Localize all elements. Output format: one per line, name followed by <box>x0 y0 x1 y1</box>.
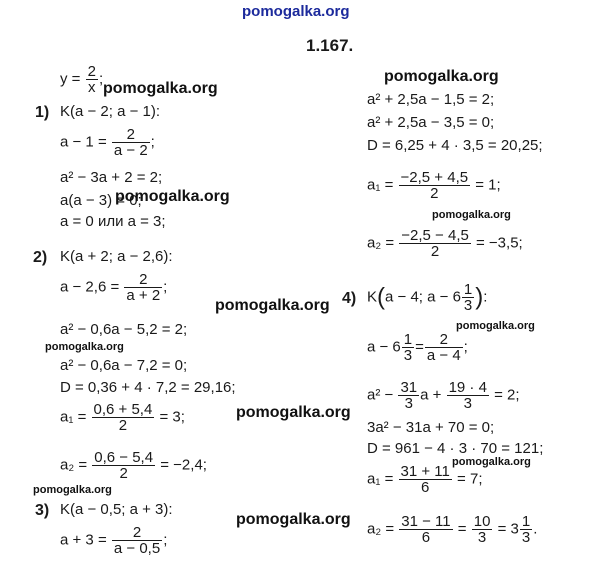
p2-l1-end: ; <box>163 278 168 296</box>
p2-l5-end: = 3; <box>159 408 185 426</box>
p3c-l5-fraction <box>399 228 471 259</box>
p4-l1-fraction <box>425 332 463 363</box>
p4-l6-lhs: a₂ = <box>367 520 395 538</box>
part3-line1 <box>60 525 167 556</box>
p4-l2-a: a² − <box>367 386 394 404</box>
part2-line6 <box>60 450 207 481</box>
watermark: pomogalka.org <box>45 341 124 353</box>
p3cont-line1: a² + 2,5a − 1,5 = 2; <box>367 91 495 108</box>
p4-right-paren: ) <box>475 283 484 311</box>
part2-line3: a² − 0,6a − 7,2 = 0; <box>60 357 188 374</box>
watermark: pomogalka.org <box>215 297 330 314</box>
p2-l1-fraction <box>124 272 162 303</box>
p4-l2-f1n: 31 <box>400 379 418 396</box>
func-lhs: y = <box>60 70 81 88</box>
p4-l2-b: a + <box>420 386 442 404</box>
part1-line2: a² − 3a + 2 = 2; <box>60 169 163 186</box>
p2-l1-lhs: a − 2,6 = <box>60 278 120 296</box>
p1-l1-fraction <box>112 127 150 158</box>
part1-label: 1) <box>35 104 50 121</box>
p4-l6-end: . <box>533 520 538 538</box>
part2-label: 2) <box>33 249 48 266</box>
func-end: ; <box>98 70 104 88</box>
p2-l6-num: 0,6 − 5,4 <box>94 449 154 466</box>
p3c-l4-lhs: a₁ = <box>367 176 394 194</box>
part1-point: K(a − 2; a − 1): <box>60 103 161 120</box>
p4-left-paren: ( <box>377 283 386 311</box>
p3-l1-lhs: a + 3 = <box>60 531 107 549</box>
p3c-l4-num: −2,5 + 4,5 <box>400 169 469 186</box>
p3c-l4-end: = 1; <box>475 176 501 194</box>
watermark: pomogalka.org <box>33 484 112 496</box>
watermark: pomogalka.org <box>384 68 499 85</box>
part4-label: 4) <box>342 290 357 307</box>
p1-l1-num: 2 <box>112 127 150 143</box>
p4-l6-n2: 10 <box>473 513 491 530</box>
p2-l1-den: a + 2 <box>126 287 161 304</box>
p4-l2-f1d: 3 <box>404 395 413 412</box>
p4-l1-lhs: a − 6 <box>367 338 401 356</box>
p4-l6-num: 31 − 11 <box>401 513 451 530</box>
p3c-l5-end: = −3,5; <box>476 234 523 252</box>
p4-point-body: a − 4; a − 6 <box>385 288 461 306</box>
part2-line1 <box>60 272 167 303</box>
part1-line3: a(a − 3) = 0; <box>60 192 142 209</box>
p4-l1-fden: 3 <box>403 347 413 364</box>
p3c-l4-fraction <box>399 170 471 201</box>
func-fraction <box>86 64 98 95</box>
watermark: pomogalka.org <box>236 404 351 421</box>
p4-l6-eq2: = 3 <box>497 520 519 538</box>
part1-line4: a = 0 или a = 3; <box>60 213 166 230</box>
p4-l5-den: 6 <box>421 479 430 496</box>
p4-point-fraction <box>462 282 474 313</box>
p3-l1-num: 2 <box>112 525 162 541</box>
p2-l5-den: 2 <box>118 417 128 434</box>
part2-line4: D = 0,36 + 4 · 7,2 = 29,16; <box>60 379 236 396</box>
p4-l1-den: a − 4 <box>426 347 461 364</box>
p4-l5-fraction <box>399 464 452 495</box>
p4-point-end: : <box>483 288 488 306</box>
p3-l1-fraction <box>112 525 162 556</box>
watermark: pomogalka.org <box>456 320 535 332</box>
p4-l6-n3: 1 <box>521 513 531 530</box>
p2-l5-lhs: a₁ = <box>60 408 87 426</box>
p2-l6-den: 2 <box>119 465 128 482</box>
p4-l5-end: = 7; <box>457 470 483 488</box>
p4-l6-fraction <box>399 514 452 545</box>
watermark: pomogalka.org <box>115 188 230 205</box>
p4-l1-mixed <box>402 332 414 363</box>
part4-line6 <box>367 514 537 545</box>
p4-point-fden: 3 <box>463 297 473 314</box>
p4-l1-end: ; <box>463 338 468 356</box>
p3c-l5-den: 2 <box>430 243 440 260</box>
p4-l1-fnum: 1 <box>403 331 413 348</box>
p3cont-line2: a² + 2,5a − 3,5 = 0; <box>367 114 495 131</box>
p3cont-line4 <box>367 170 501 201</box>
p4-point-fnum: 1 <box>463 281 473 298</box>
watermark: pomogalka.org <box>432 209 511 221</box>
p4-l1-eq: = <box>415 338 424 356</box>
p2-l6-lhs: a₂ = <box>60 456 88 474</box>
p4-l2-end: = 2; <box>494 386 520 404</box>
watermark: pomogalka.org <box>103 80 218 97</box>
p4-point-k: K <box>367 288 378 306</box>
part3-label: 3) <box>35 502 50 519</box>
p2-l6-end: = −2,4; <box>160 456 207 474</box>
p4-l2-f2n: 19 · 4 <box>448 379 487 396</box>
p1-l1-end: ; <box>150 133 155 151</box>
p3c-l5-num: −2,5 − 4,5 <box>401 227 469 244</box>
part1-line1 <box>60 127 155 158</box>
p4-l1-num: 2 <box>425 332 463 348</box>
problem-number: 1.167. <box>306 36 354 55</box>
p2-l5-num: 0,6 + 5,4 <box>93 401 153 418</box>
p4-l6-d2: 3 <box>477 529 487 546</box>
p4-l2-frac1 <box>398 380 419 411</box>
p3c-l4-den: 2 <box>430 185 439 202</box>
p1-l1-lhs: a − 1 = <box>60 133 107 151</box>
p3c-l5-lhs: a₂ = <box>367 234 395 252</box>
p4-l6-den: 6 <box>421 529 431 546</box>
part4-line3: 3a² − 31a + 70 = 0; <box>367 419 495 436</box>
p3-l1-den: a − 0,5 <box>113 540 161 557</box>
part2-point: K(a + 2; a − 2,6): <box>60 248 173 265</box>
p1-l1-den: a − 2 <box>113 142 148 159</box>
p4-l6-frac3 <box>520 514 532 545</box>
p4-l2-frac2 <box>447 380 489 411</box>
part2-line2: a² − 0,6a − 5,2 = 2; <box>60 321 188 338</box>
func-den: x <box>88 79 96 96</box>
watermark: pomogalka.org <box>236 511 351 528</box>
p3cont-line3: D = 6,25 + 4 · 3,5 = 20,25; <box>367 137 543 154</box>
p3-l1-end: ; <box>163 531 168 549</box>
watermark-top: pomogalka.org <box>242 3 350 20</box>
p4-l6-frac2 <box>472 514 493 545</box>
p2-l6-fraction <box>92 450 155 481</box>
p4-l5-num: 31 + 11 <box>400 463 450 480</box>
func-num: 2 <box>87 63 96 80</box>
part4-line4: D = 961 − 4 · 3 · 70 = 121; <box>367 440 544 457</box>
p4-l2-f2d: 3 <box>463 395 472 412</box>
part3-point: K(a − 0,5; a + 3): <box>60 501 173 518</box>
watermark: pomogalka.org <box>452 456 531 468</box>
part4-line2 <box>367 380 520 411</box>
part4-line1 <box>367 332 468 363</box>
function-definition <box>60 64 103 95</box>
p3cont-line5 <box>367 228 523 259</box>
p4-l6-d3: 3 <box>521 529 531 546</box>
p2-l1-num: 2 <box>124 272 162 288</box>
p4-l6-eq: = <box>457 520 467 538</box>
part2-line5 <box>60 402 185 433</box>
p4-l5-lhs: a₁ = <box>367 470 394 488</box>
p2-l5-fraction <box>92 402 155 433</box>
part4-line5 <box>367 464 482 495</box>
part4-point <box>367 282 487 313</box>
